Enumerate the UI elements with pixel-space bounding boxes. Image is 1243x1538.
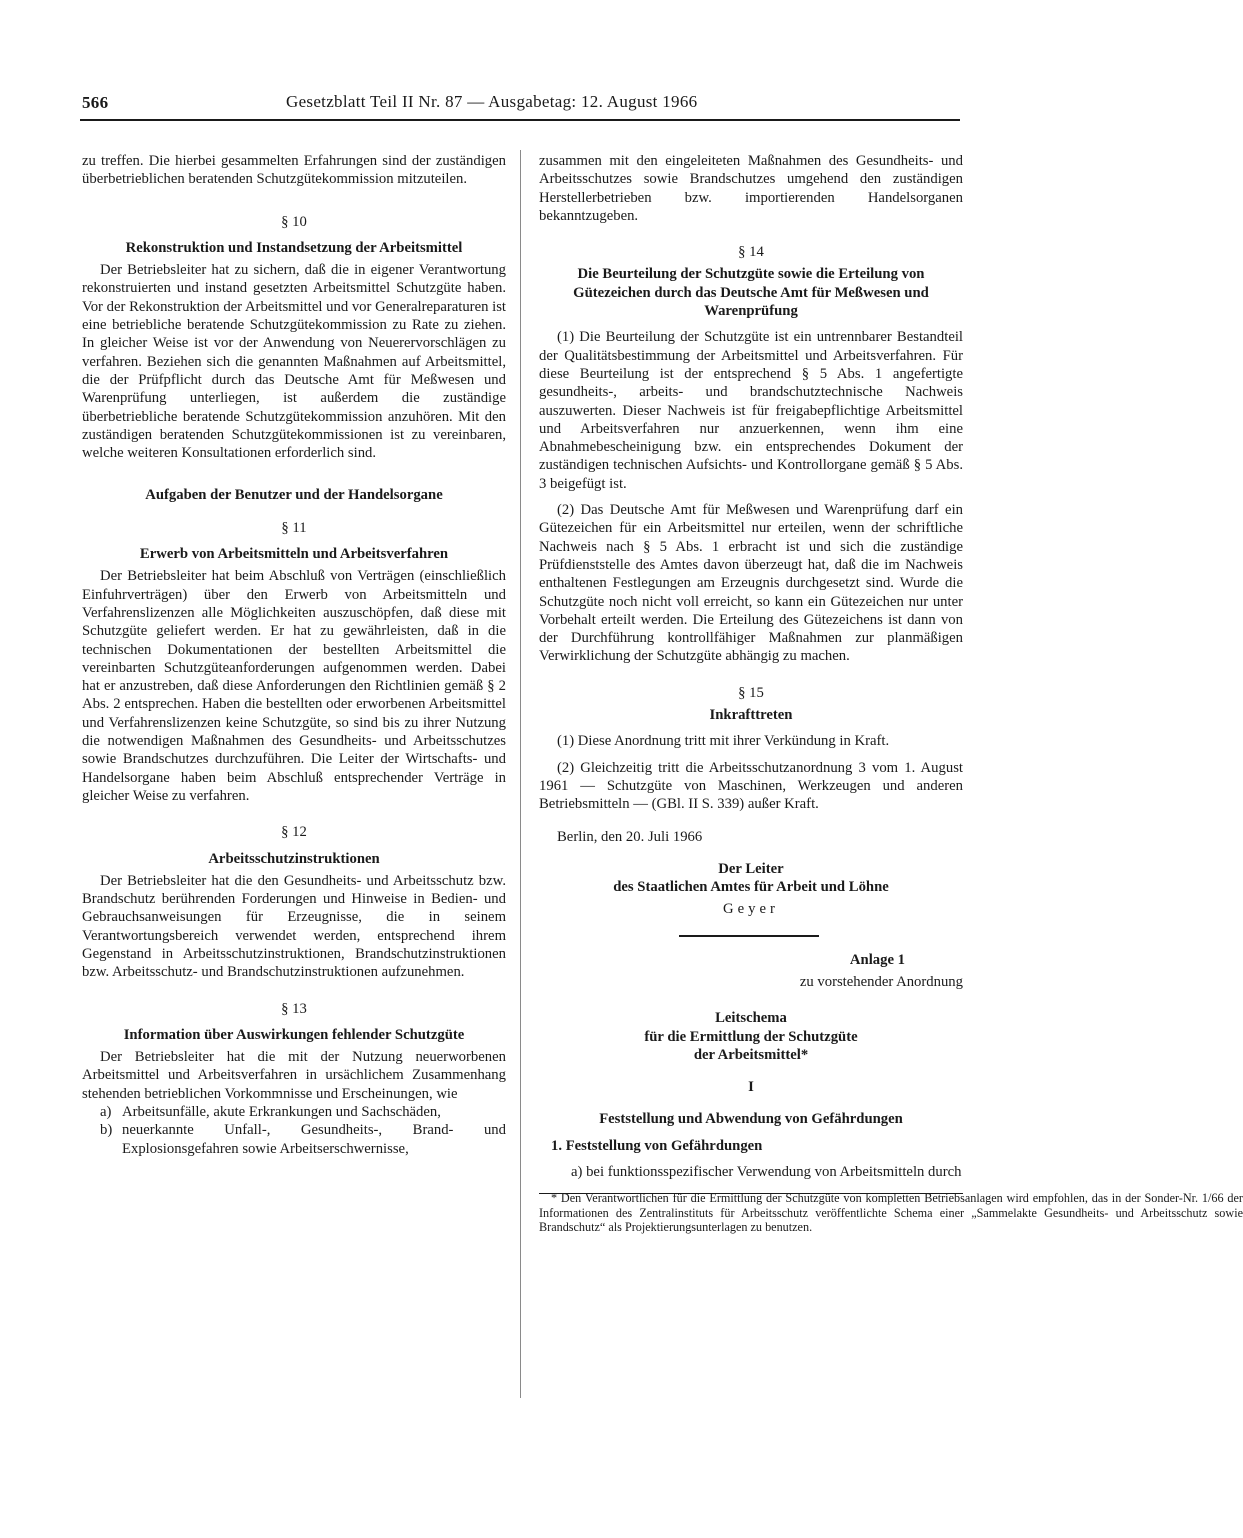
section-12-number: § 12 <box>281 824 307 841</box>
section-15-paragraph-2: (2) Gleichzeitig tritt die Arbeitsschutzanordnung 3 vom 1. August 1961 — Schutzgüte von Maschinen, Werkzeugen und anderen Betriebsmitteln — (GBl. II S. 339) außer Kraft. <box>539 759 963 813</box>
section-15-paragraph-1: (1) Diese Anordnung tritt mit ihrer Verkündung in Kraft. <box>557 733 890 750</box>
annex-label: Anlage 1 <box>849 951 905 968</box>
section-13-text: Der Betriebsleiter hat die mit der Nutzung neuerworbenen Arbeitsmittel und Arbeitsverfahren in ursächlichem Zusammenhang stehenden betrieblichen Vorkommnisse und Erscheinungen, wie <box>82 1049 506 1102</box>
separator-rule <box>679 935 819 937</box>
signature-role-line-1: Der Leiter <box>718 860 784 877</box>
signature-role-line-2: des Staatlichen Amtes für Arbeit und Löhne <box>613 879 889 896</box>
section-14-paragraph-2: (2) Das Deutsche Amt für Meßwesen und Warenprüfung darf ein Gütezeichen für ein Arbeitsmittel nur erteilen, wenn der schriftliche Nachweis nach § 5 Abs. 1 erbracht ist und sich die zuständige Prüfdienststelle des Amtes davon überzeugt hat, daß die im Nachweis enthaltenen Festlegungen am Erzeugnis durchgesetzt sind. Wurde die Schutzgüte noch nicht voll erreicht, so kann ein Gütezeichen nur unter Vorbehalt erteilt werden. Die Erteilung des Gütezeichens ist dann von der Durchführung kontrollfähiger Maßnahmen zur planmäßigen Verwirklichung der Schutzgüte abhängig zu machen. <box>539 502 963 665</box>
annex-section-title: Feststellung und Abwendung von Gefährdungen <box>599 1111 903 1128</box>
signature-place-date: Berlin, den 20. Juli 1966 <box>557 828 703 845</box>
section-10-text: Der Betriebsleiter hat zu sichern, daß die in eigener Verantwortung rekonstruierten und instand gesetzten Arbeitsmittel Schutzgüte haben. Vor der Rekonstruktion der Arbeitsmittel und vor Generalreparaturen ist eine betriebliche beratende Schutzgütekommission zu Rate zu ziehen. In gleicher Weise ist vor der Anwendung von Neuerervorschlägen zu verfahren. Beziehen sich die genannten Maßnahmen auf Arbeitsmittel, die der Prüfpflicht durch das Deutsche Amt für Meßwesen und Warenprüfung unterliegen, ist außerdem die zuständige überbetriebliche beratende Schutzgütekommission anzuhören. Mit den zuständigen beratenden Schutzgütekommissionen ist zu vereinbaren, welche weiteren Konsultationen erforderlich sind. <box>82 262 506 462</box>
list-item-label: a) <box>100 1104 112 1121</box>
list-item-text: Arbeitsunfälle, akute Erkrankungen und Sachschäden, <box>122 1104 441 1121</box>
list-item-label: b) <box>100 1122 113 1139</box>
annex-item-1: 1. Feststellung von Gefährdungen <box>551 1137 763 1154</box>
running-head: Gesetzblatt Teil II Nr. 87 — Ausgabetag: 12. August 1966 <box>286 92 698 111</box>
annex-title-line-2: für die Ermittlung der Schutzgüte <box>644 1028 858 1045</box>
section-13-number: § 13 <box>281 1000 307 1017</box>
annex-subtitle: zu vorstehender Anordnung <box>799 973 963 990</box>
list-item <box>82 1103 506 1121</box>
footnote-block <box>539 1193 1243 1234</box>
group-heading: Aufgaben der Benutzer und der Handelsorgane <box>145 487 443 504</box>
annex-item-1a: a) bei funktionsspezifischer Verwendung von Arbeitsmitteln durch <box>571 1164 962 1181</box>
annex-title-line-3: der Arbeitsmittel* <box>693 1046 809 1063</box>
section-13-title: Information über Auswirkungen fehlender Schutzgüte <box>123 1026 465 1043</box>
page-header <box>80 89 960 121</box>
footnote-text: * Den Verantwortlichen für die Ermittlung der Schutzgüte von kompletten Betriebsanlagen wird empfohlen, das in der Sonder-Nr. 1/66 der Informationen des Zentralinstituts für Arbeitsschutz veröffentlichte Schema einer „Sammelakte Gesundheits- und Arbeitsschutz sowie Brandschutz“ als Projektierungsunterlagen zu benutzen. <box>539 1191 1243 1234</box>
section-14-paragraph-1: (1) Die Beurteilung der Schutzgüte ist ein untrennbarer Bestandteil der Qualitätsbestimmung der Arbeitsmittel und Arbeitsverfahren. Für diese Beurteilung ist der entsprechend § 5 Abs. 1 angefertigte gesundheits-, arbeits- und brandschutztechnische Nachweis auszuwerten. Dieser Nachweis ist für freigabepflichtige Arbeitsmittel und Arbeitsverfahren nur anzuerkennen, wenn ihm eine Abnahmebescheinigung bzw. ein entsprechendes Dokument der zuständigen technischen Aufsichts- und Kontrollorgane gemäß § 5 Abs. 3 beigefügt ist. <box>539 329 963 492</box>
section-11-text: Der Betriebsleiter hat beim Abschluß von Verträgen (einschließlich Einfuhrverträgen) über den Erwerb von Arbeitsmitteln und Verfahrenslizenzen alle Möglichkeiten auszuschöpfen, daß diese mit Schutzgüte geliefert werden. Er hat zu gewährleisten, daß in die technischen Dokumentationen der bestellten Arbeitsmittel die vereinbarten Schutzgüteanforderungen aufgenommen werden. Dabei hat er anzustreben, daß diese Anforderungen den Richtlinien gemäß § 2 Abs. 2 entsprechen. Haben die bestellten oder erworbenen Arbeitsmittel und Verfahrenslizenzen keine Schutzgüte, so sind bis zu ihrer Nutzung die notwendigen Maßnahmen des Gesundheits- und Arbeitsschutzes sowie Brandschutzes durchzuführen. Die Leiter der Wirtschafts- und Handelsorgane haben beim Abschluß entsprechender Verträge in gleicher Weise zu verfahren. <box>82 568 506 804</box>
left-column <box>82 152 506 1158</box>
section-10-number: § 10 <box>281 213 307 230</box>
right-column <box>539 152 1243 1234</box>
continuation-paragraph: zusammen mit den eingeleiteten Maßnahmen des Gesundheits- und Arbeitsschutzes sowie Brandschutzes umgehend den zuständigen Herstellerbetrieben bzw. importierenden Handelsorganen bekanntzugeben. <box>539 153 963 224</box>
signature-name: Geyer <box>723 901 779 918</box>
section-15-number: § 15 <box>738 684 764 701</box>
section-15-title: Inkrafttreten <box>709 707 793 724</box>
list-item <box>82 1121 506 1158</box>
section-12-text: Der Betriebsleiter hat die den Gesundheits- und Arbeitsschutz bzw. Brandschutz berührenden Forderungen und Hinweise in Bedien- und Gebrauchsanweisungen für Erzeugnisse, die in seinem Verantwortungsbereich verwendet werden, entsprechend ihrem Gegenstand in Arbeitsschutzinstruktionen, Brandschutzinstruktionen bzw. Arbeitsschutz- und Brandschutzinstruktionen aufzunehmen. <box>82 872 506 981</box>
annex-title-line-1: Leitschema <box>715 1010 787 1027</box>
intro-paragraph: zu treffen. Die hierbei gesammelten Erfahrungen sind der zuständigen überbetrieblichen beratenden Schutzgütekommission mitzuteilen. <box>82 153 506 188</box>
page-number: 566 <box>82 93 109 112</box>
section-11-number: § 11 <box>281 519 307 536</box>
section-12-title: Arbeitsschutzinstruktionen <box>208 850 380 867</box>
section-11-title: Erwerb von Arbeitsmitteln und Arbeitsverfahren <box>139 546 449 563</box>
section-14-title: Die Beurteilung der Schutzgüte sowie die Erteilung von Gütezeichen durch das Deutsche Amt für Meßwesen und Warenprüfung <box>573 266 929 320</box>
annex-roman-numeral: I <box>748 1079 754 1096</box>
section-14-number: § 14 <box>738 244 764 261</box>
section-10-title: Rekonstruktion und Instandsetzung der Arbeitsmittel <box>125 239 463 256</box>
column-divider <box>520 150 521 1398</box>
list-item-text: neuerkannte Unfall-, Gesundheits-, Brand- und Explosionsgefahren sowie Arbeitserschwernisse, <box>122 1122 506 1157</box>
